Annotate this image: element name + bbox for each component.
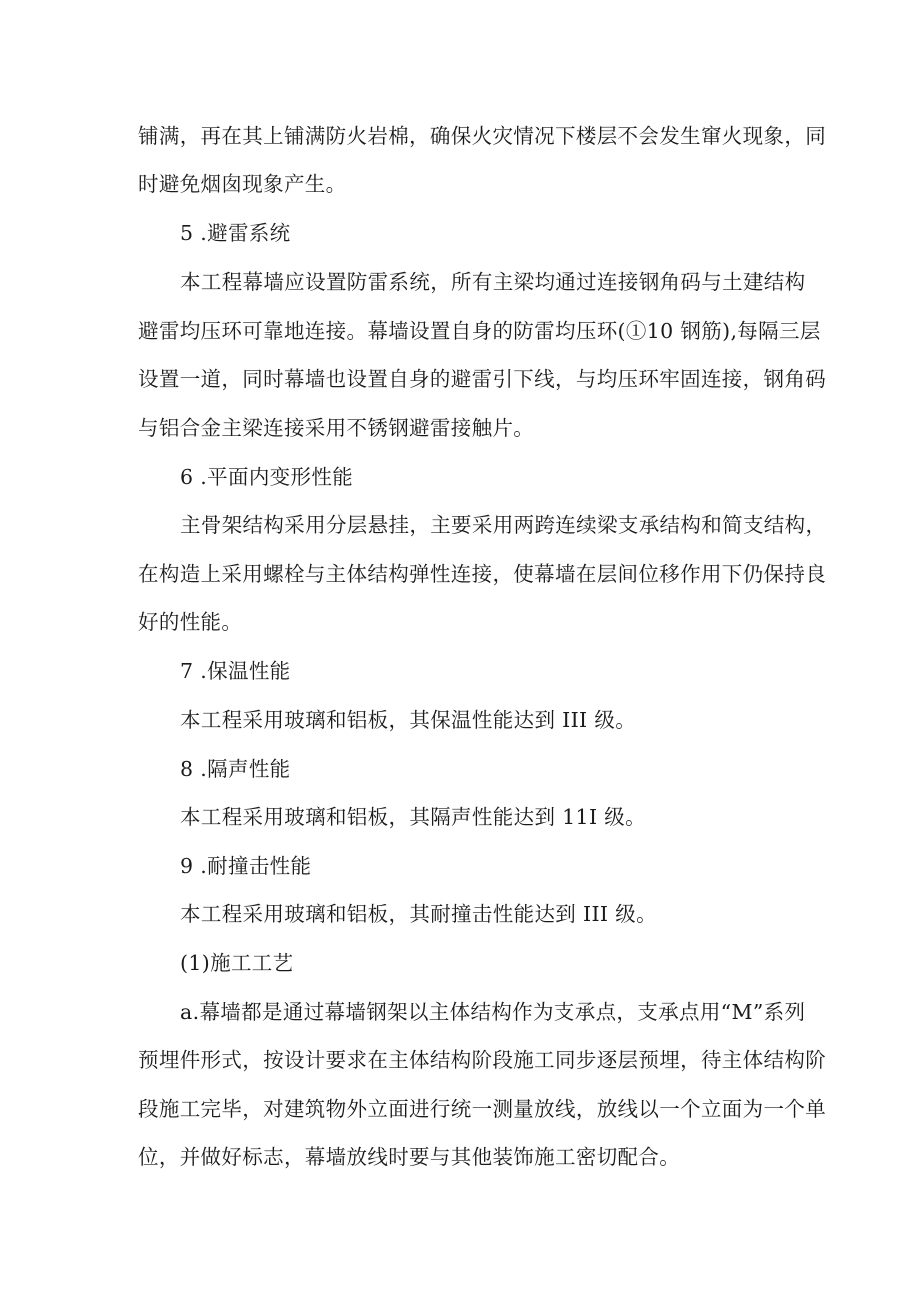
body-text-line: 主骨架结构采用分层悬挂，主要采用两跨连续梁支承结构和简支结构， bbox=[180, 513, 827, 537]
body-text-line: 本工程幕墙应设置防雷系统，所有主梁均通过连接钢角码与土建结构 bbox=[180, 270, 806, 294]
body-text-line: 在构造上采用螺栓与主体结构弹性连接，使幕墙在层间位移作用下仍保持良 bbox=[138, 562, 827, 586]
body-text-line: 本工程采用玻璃和铝板，其保温性能达到 III 级。 bbox=[180, 708, 637, 732]
section-heading: 9 .耐撞击性能 bbox=[180, 854, 312, 878]
body-text-line: 铺满，再在其上铺满防火岩棉，确保火灾情况下楼层不会发生窜火现象，同 bbox=[138, 124, 827, 148]
body-text-line: 本工程采用玻璃和铝板，其隔声性能达到 11I 级。 bbox=[180, 805, 646, 829]
body-text-line: 位，并做好标志，幕墙放线时要与其他装饰施工密切配合。 bbox=[138, 1145, 681, 1169]
body-text-line: a.幕墙都是通过幕墙钢架以主体结构作为支承点，支承点用“M”系列 bbox=[180, 1000, 806, 1024]
section-heading: 8 .隔声性能 bbox=[180, 757, 291, 781]
subsection-heading: (1)施工工艺 bbox=[180, 951, 294, 975]
body-text-line: 段施工完毕，对建筑物外立面进行统一测量放线，放线以一个立面为一个单 bbox=[138, 1097, 827, 1121]
body-text-line: 时避免烟囱现象产生。 bbox=[138, 172, 347, 196]
body-text-line: 设置一道，同时幕墙也设置自身的避雷引下线，与均压环牢固连接，钢角码 bbox=[138, 367, 827, 391]
section-heading: 5 .避雷系统 bbox=[180, 221, 291, 245]
body-text-line: 避雷均压环可靠地连接。幕墙设置自身的防雷均压环(①10 钢筋),每隔三层 bbox=[138, 319, 821, 343]
body-text-line: 与铝合金主梁连接采用不锈钢避雷接触片。 bbox=[138, 416, 535, 440]
body-text-line: 本工程采用玻璃和铝板，其耐撞击性能达到 III 级。 bbox=[180, 902, 657, 926]
body-text-line: 好的性能。 bbox=[138, 610, 243, 634]
body-text-line: 预埋件形式，按设计要求在主体结构阶段施工同步逐层预埋，待主体结构阶 bbox=[138, 1048, 827, 1072]
section-heading: 7 .保温性能 bbox=[180, 659, 291, 683]
section-heading: 6 .平面内变形性能 bbox=[180, 465, 354, 489]
